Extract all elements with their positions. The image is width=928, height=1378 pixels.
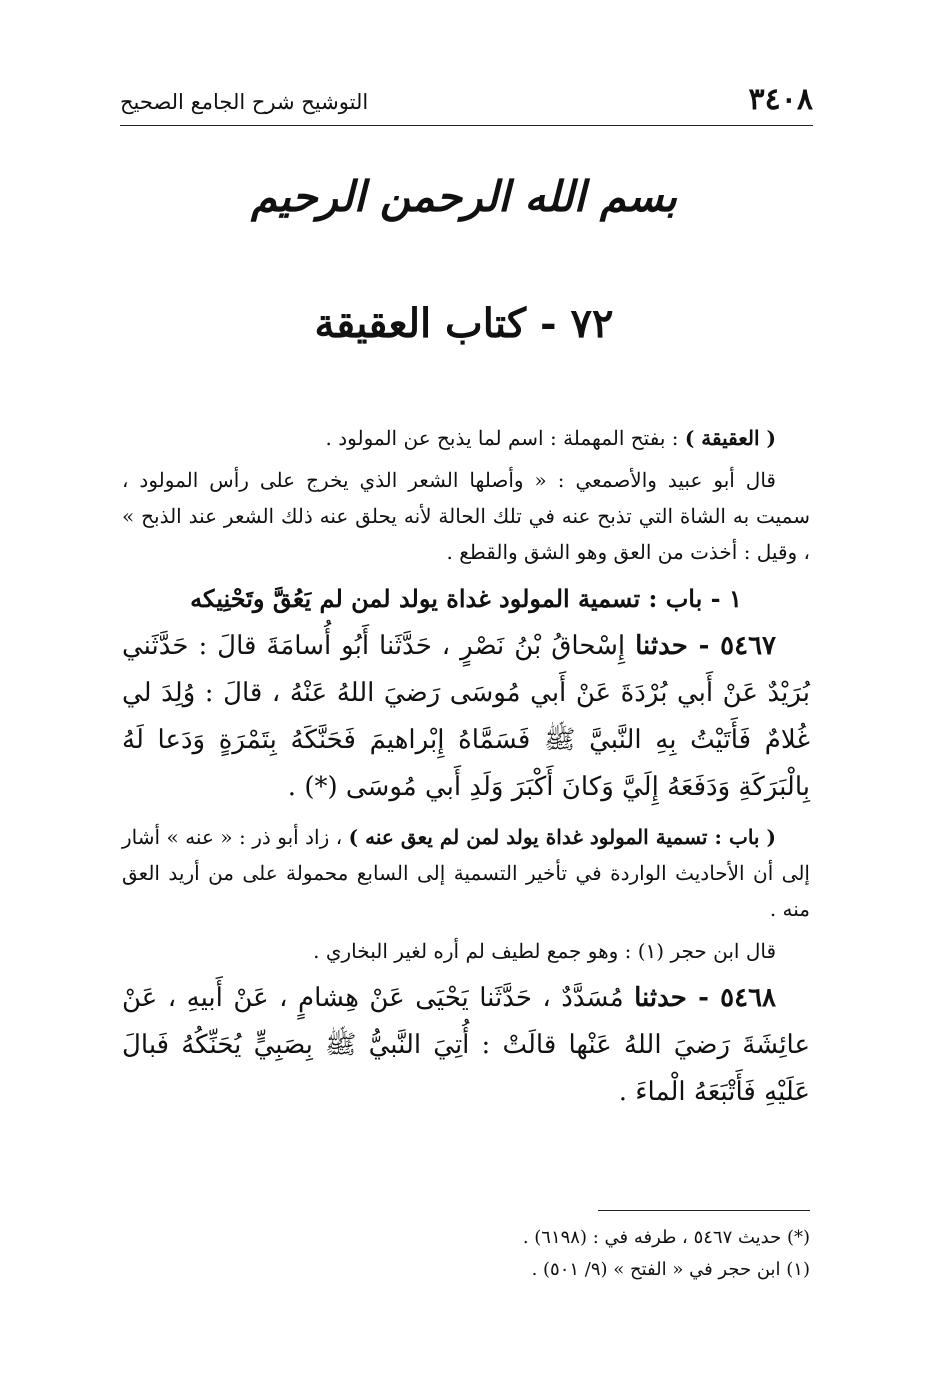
- chapter-heading: ١ - باب : تسمية المولود غداة يولد لمن لم يَعُقَّ وتَحْنِيكه: [190, 584, 742, 613]
- main-text: [122, 420, 810, 1124]
- hadith-5468: [122, 975, 810, 1116]
- running-title: التوشيح شرح الجامع الصحيح: [120, 90, 369, 114]
- commentary-heading: ( باب : تسمية المولود غداة يولد لمن لم يعق عنه ): [348, 825, 776, 849]
- page-number: ٣٤٠٨: [748, 82, 813, 117]
- intro-definition-text: : بفتح المهملة : اسم لما يذبح عن المولود .: [325, 426, 685, 450]
- commentary-1: [122, 819, 810, 927]
- basmala: بسم الله الرحمن الرحيم: [251, 172, 677, 221]
- hadith-text: إِسْحاقُ بْنُ نَصْرٍ ، حَدَّثَنا أَبُو أُسامَةَ قالَ : حَدَّثَني بُرَيْدٌ عَنْ أَبي بُرْدَةَ عَنْ أَبي مُوسَى رَضيَ اللهُ عَنْهُ ، قالَ : وُلِدَ لي غُلامٌ فَأَتَيْتُ بِهِ النَّبيَّ ﷺ فَسَمَّاهُ إِبْراهيمَ فَحَنَّكَهُ بِتَمْرَةٍ وَدَعا لَهُ بِالْبَرَكَةِ وَدَفَعَهُ إِلَيَّ وَكانَ أَكْبَرَ وَلَدِ أَبي مُوسَى (*) .: [122, 631, 810, 802]
- hadith-text: مُسَدَّدٌ ، حَدَّثَنا يَحْيَى عَنْ هِشامٍ ، عَنْ أَبيهِ ، عَنْ عائِشَةَ رَضيَ اللهُ عَنْها قالَتْ : أُتِيَ النَّبيُّ ﷺ بِصَبِيٍّ يُحَنِّكُهُ فَبالَ عَلَيْهِ فَأَتْبَعَهُ الْماءَ .: [122, 983, 810, 1107]
- book-title: ٧٢ - كتاب العقيقة: [314, 300, 614, 347]
- commentary-2: قال ابن حجر (١) : وهو جمع لطيف لم أره لغير البخاري .: [313, 939, 776, 963]
- hadith-5467: [122, 623, 810, 811]
- intro-definition: [122, 420, 810, 456]
- hadith-number: ٥٤٦٧ - حدثنا: [635, 631, 776, 661]
- intro-quote: قال أبو عبيد والأصمعي : « وأصلها الشعر الذي يخرج على رأس المولود ، سميت به الشاة التي تذبح عنه في تلك الحالة لأنه يحلق عنه ذلك الشعر عند الذبح » ، وقيل : أخذت من العق وهو الشق والقطع .: [122, 468, 810, 564]
- hadith-number: ٥٤٦٨ - حدثنا: [634, 983, 776, 1013]
- footnote-1: (١) ابن حجر في « الفتح » (٩/ ٥٠١) .: [531, 1259, 810, 1280]
- intro-term: ( العقيقة ): [684, 426, 776, 450]
- footnote-star: (*) حديث ٥٤٦٧ ، طرفه في : (٦١٩٨) .: [522, 1227, 810, 1248]
- page-header: [120, 82, 813, 126]
- commentary-text: ، زاد أبو ذر : « عنه » أشار إلى أن الأحاديث الواردة في تأخير التسمية إلى السابع محمولة على من أريد العق منه .: [122, 825, 810, 921]
- footnote-divider: [598, 1210, 810, 1211]
- footnotes: [122, 1222, 810, 1286]
